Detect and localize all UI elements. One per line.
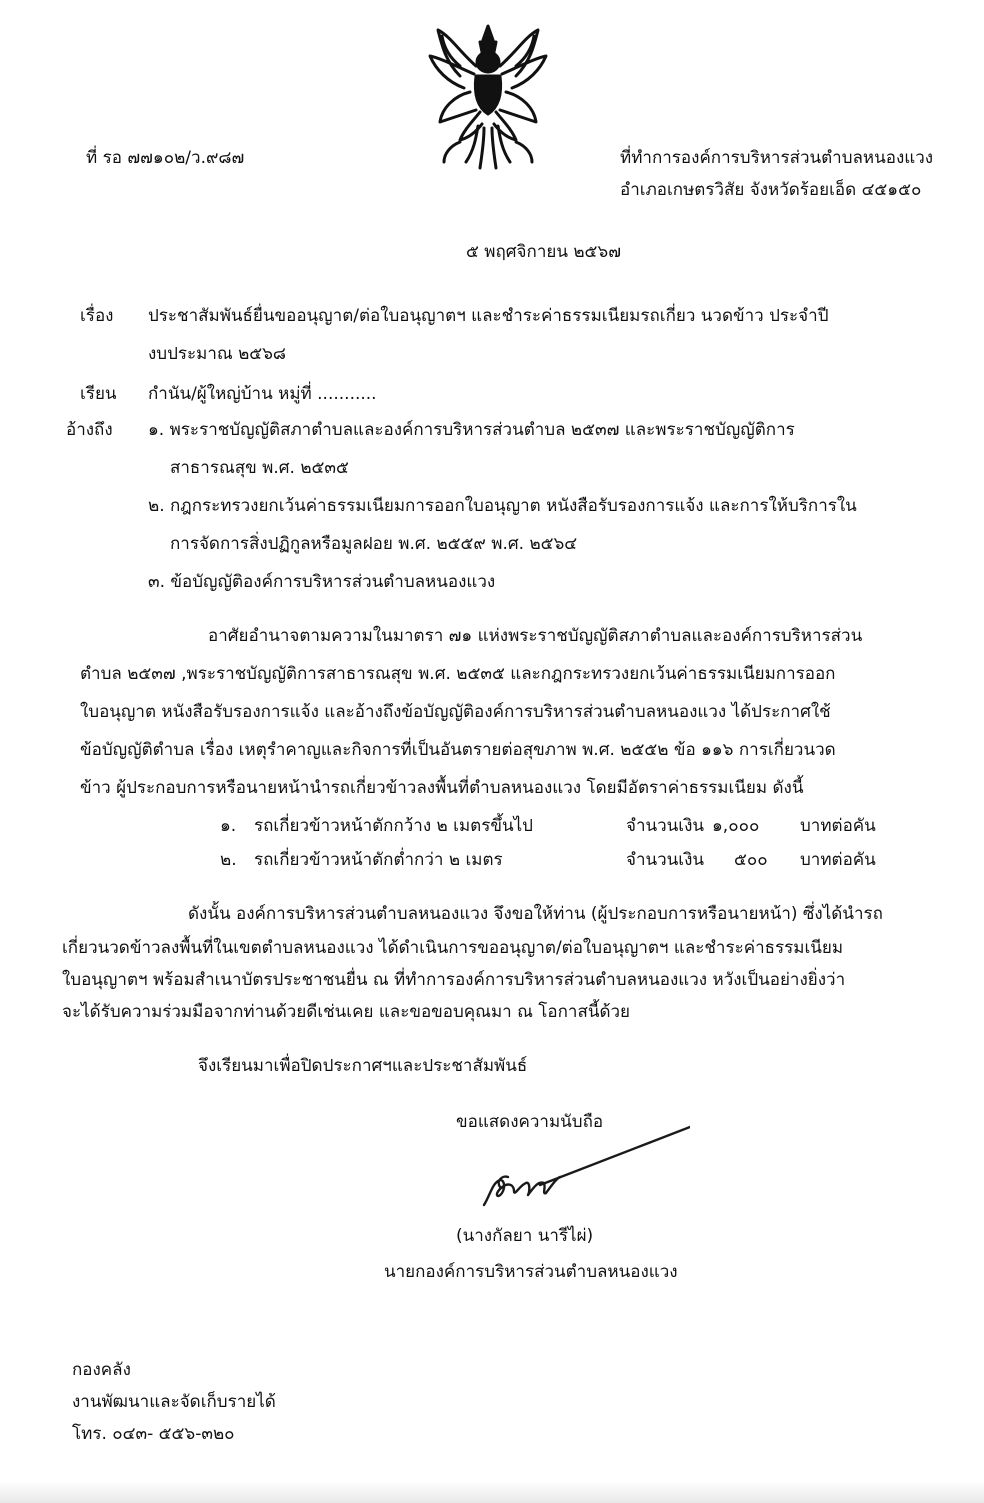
fee-row-1-no: ๑. — [220, 816, 237, 836]
page-bottom-edge — [0, 1481, 984, 1503]
closing-request: จึงเรียนมาเพื่อปิดประกาศฯและประชาสัมพันธ์ — [198, 1056, 528, 1076]
reference-item-2-line2: การจัดการสิ่งปฏิกูลหรือมูลฝอย พ.ศ. ๒๕๕๙ พ.ศ. ๒๕๖๔ — [170, 534, 578, 554]
body-paragraph-2-line: ดังนั้น องค์การบริหารส่วนตำบลหนองแวง จึงขอให้ท่าน (ผู้ประกอบการหรือนายหน้า) ซึ่งได้นำรถ — [188, 904, 883, 924]
footer-division: กองคลัง — [72, 1360, 131, 1380]
fee-row-1-unit: บาทต่อคัน — [800, 816, 876, 836]
fee-row-2-unit: บาทต่อคัน — [800, 850, 876, 870]
body-paragraph-1-line: ข้อบัญญัติตำบล เรื่อง เหตุรำคาญและกิจการที่เป็นอันตรายต่อสุขภาพ พ.ศ. ๒๕๕๒ ข้อ ๑๑๖ การเกี่ยวนวด — [80, 740, 836, 760]
body-paragraph-1-line: อาศัยอำนาจตามความในมาตรา ๗๑ แห่งพระราชบัญญัติสภาตำบลและองค์การบริหารส่วน — [208, 626, 863, 646]
subject-line1: ประชาสัมพันธ์ยื่นขออนุญาต/ต่อใบอนุญาตฯ และชำระค่าธรรมเนียมรถเกี่ยว นวดข้าว ประจำปี — [148, 306, 829, 326]
reference-number: ที่ รอ ๗๗๑๐๒/ว.๙๘๗ — [86, 148, 245, 168]
fee-row-1-item: รถเกี่ยวข้าวหน้าตักกว้าง ๒ เมตรขึ้นไป — [254, 816, 533, 836]
fee-row-2-amount-label: จำนวนเงิน — [626, 850, 705, 870]
signer-position: นายกองค์การบริหารส่วนตำบลหนองแวง — [384, 1262, 678, 1282]
body-paragraph-2-line: ใบอนุญาตฯ พร้อมสำเนาบัตรประชาชนยื่น ณ ที่ทำการองค์การบริหารส่วนตำบลหนองแวง หวังเป็นอย่างยิ่งว่า — [62, 970, 846, 990]
references-label: อ้างถึง — [66, 420, 113, 440]
footer-phone: โทร. ๐๔๓- ๕๕๖-๓๒๐ — [72, 1424, 235, 1444]
fee-row-1-amount: ๑,๐๐๐ — [712, 816, 760, 836]
to-label: เรียน — [80, 384, 117, 404]
office-address-line2: อำเภอเกษตรวิสัย จังหวัดร้อยเอ็ด ๔๕๑๕๐ — [620, 180, 922, 200]
body-paragraph-2-line: เกี่ยวนวดข้าวลงพื้นที่ในเขตตำบลหนองแวง ได้ดำเนินการขออนุญาต/ต่อใบอนุญาตฯ และชำระค่าธรรมเนียม — [62, 938, 844, 958]
subject-line2: งบประมาณ ๒๕๖๘ — [148, 344, 287, 364]
fee-row-2-amount: ๕๐๐ — [734, 850, 768, 870]
office-address-line1: ที่ทำการองค์การบริหารส่วนตำบลหนองแวง — [620, 148, 934, 168]
body-paragraph-2-line: จะได้รับความร่วมมือจากท่านด้วยดีเช่นเคย และขอขอบคุณมา ณ โอกาสนี้ด้วย — [62, 1002, 631, 1022]
letter-date: ๕ พฤศจิกายน ๒๕๖๗ — [466, 242, 621, 262]
footer-section: งานพัฒนาและจัดเก็บรายได้ — [72, 1392, 276, 1412]
handwritten-signature — [480, 1115, 690, 1215]
fee-row-2-no: ๒. — [220, 850, 237, 870]
reference-item-1-line2: สาธารณสุข พ.ศ. ๒๕๓๕ — [170, 458, 349, 478]
reference-item-1-line1: ๑. พระราชบัญญัติสภาตำบลและองค์การบริหารส่วนตำบล ๒๕๓๗ และพระราชบัญญัติการ — [148, 420, 795, 440]
subject-label: เรื่อง — [80, 306, 114, 326]
fee-row-1-amount-label: จำนวนเงิน — [626, 816, 705, 836]
body-paragraph-1-line: ใบอนุญาต หนังสือรับรองการแจ้ง และอ้างถึงข้อบัญญัติองค์การบริหารส่วนตำบลหนองแวง ได้ประกาศใช้ — [80, 702, 831, 722]
garuda-emblem — [420, 22, 556, 172]
body-paragraph-1-line: ตำบล ๒๕๓๗ ,พระราชบัญญัติการสาธารณสุข พ.ศ. ๒๕๓๕ และกฎกระทรวงยกเว้นค่าธรรมเนียมการออก — [80, 664, 836, 684]
regards: ขอแสดงความนับถือ — [456, 1112, 604, 1132]
signer-name: (นางกัลยา นารีไผ่) — [456, 1226, 594, 1246]
to-recipient: กำนัน/ผู้ใหญ่บ้าน หมู่ที่ ........... — [148, 384, 377, 404]
fee-row-2-item: รถเกี่ยวข้าวหน้าตักต่ำกว่า ๒ เมตร — [254, 850, 503, 870]
reference-item-2-line1: ๒. กฎกระทรวงยกเว้นค่าธรรมเนียมการออกใบอนุญาต หนังสือรับรองการแจ้ง และการให้บริการใน — [148, 496, 857, 516]
reference-item-3-line1: ๓. ข้อบัญญัติองค์การบริหารส่วนตำบลหนองแวง — [148, 572, 496, 592]
body-paragraph-1-line: ข้าว ผู้ประกอบการหรือนายหน้านำรถเกี่ยวข้าวลงพื้นที่ตำบลหนองแวง โดยมีอัตราค่าธรรมเนียม ดังนี้ — [80, 778, 804, 798]
